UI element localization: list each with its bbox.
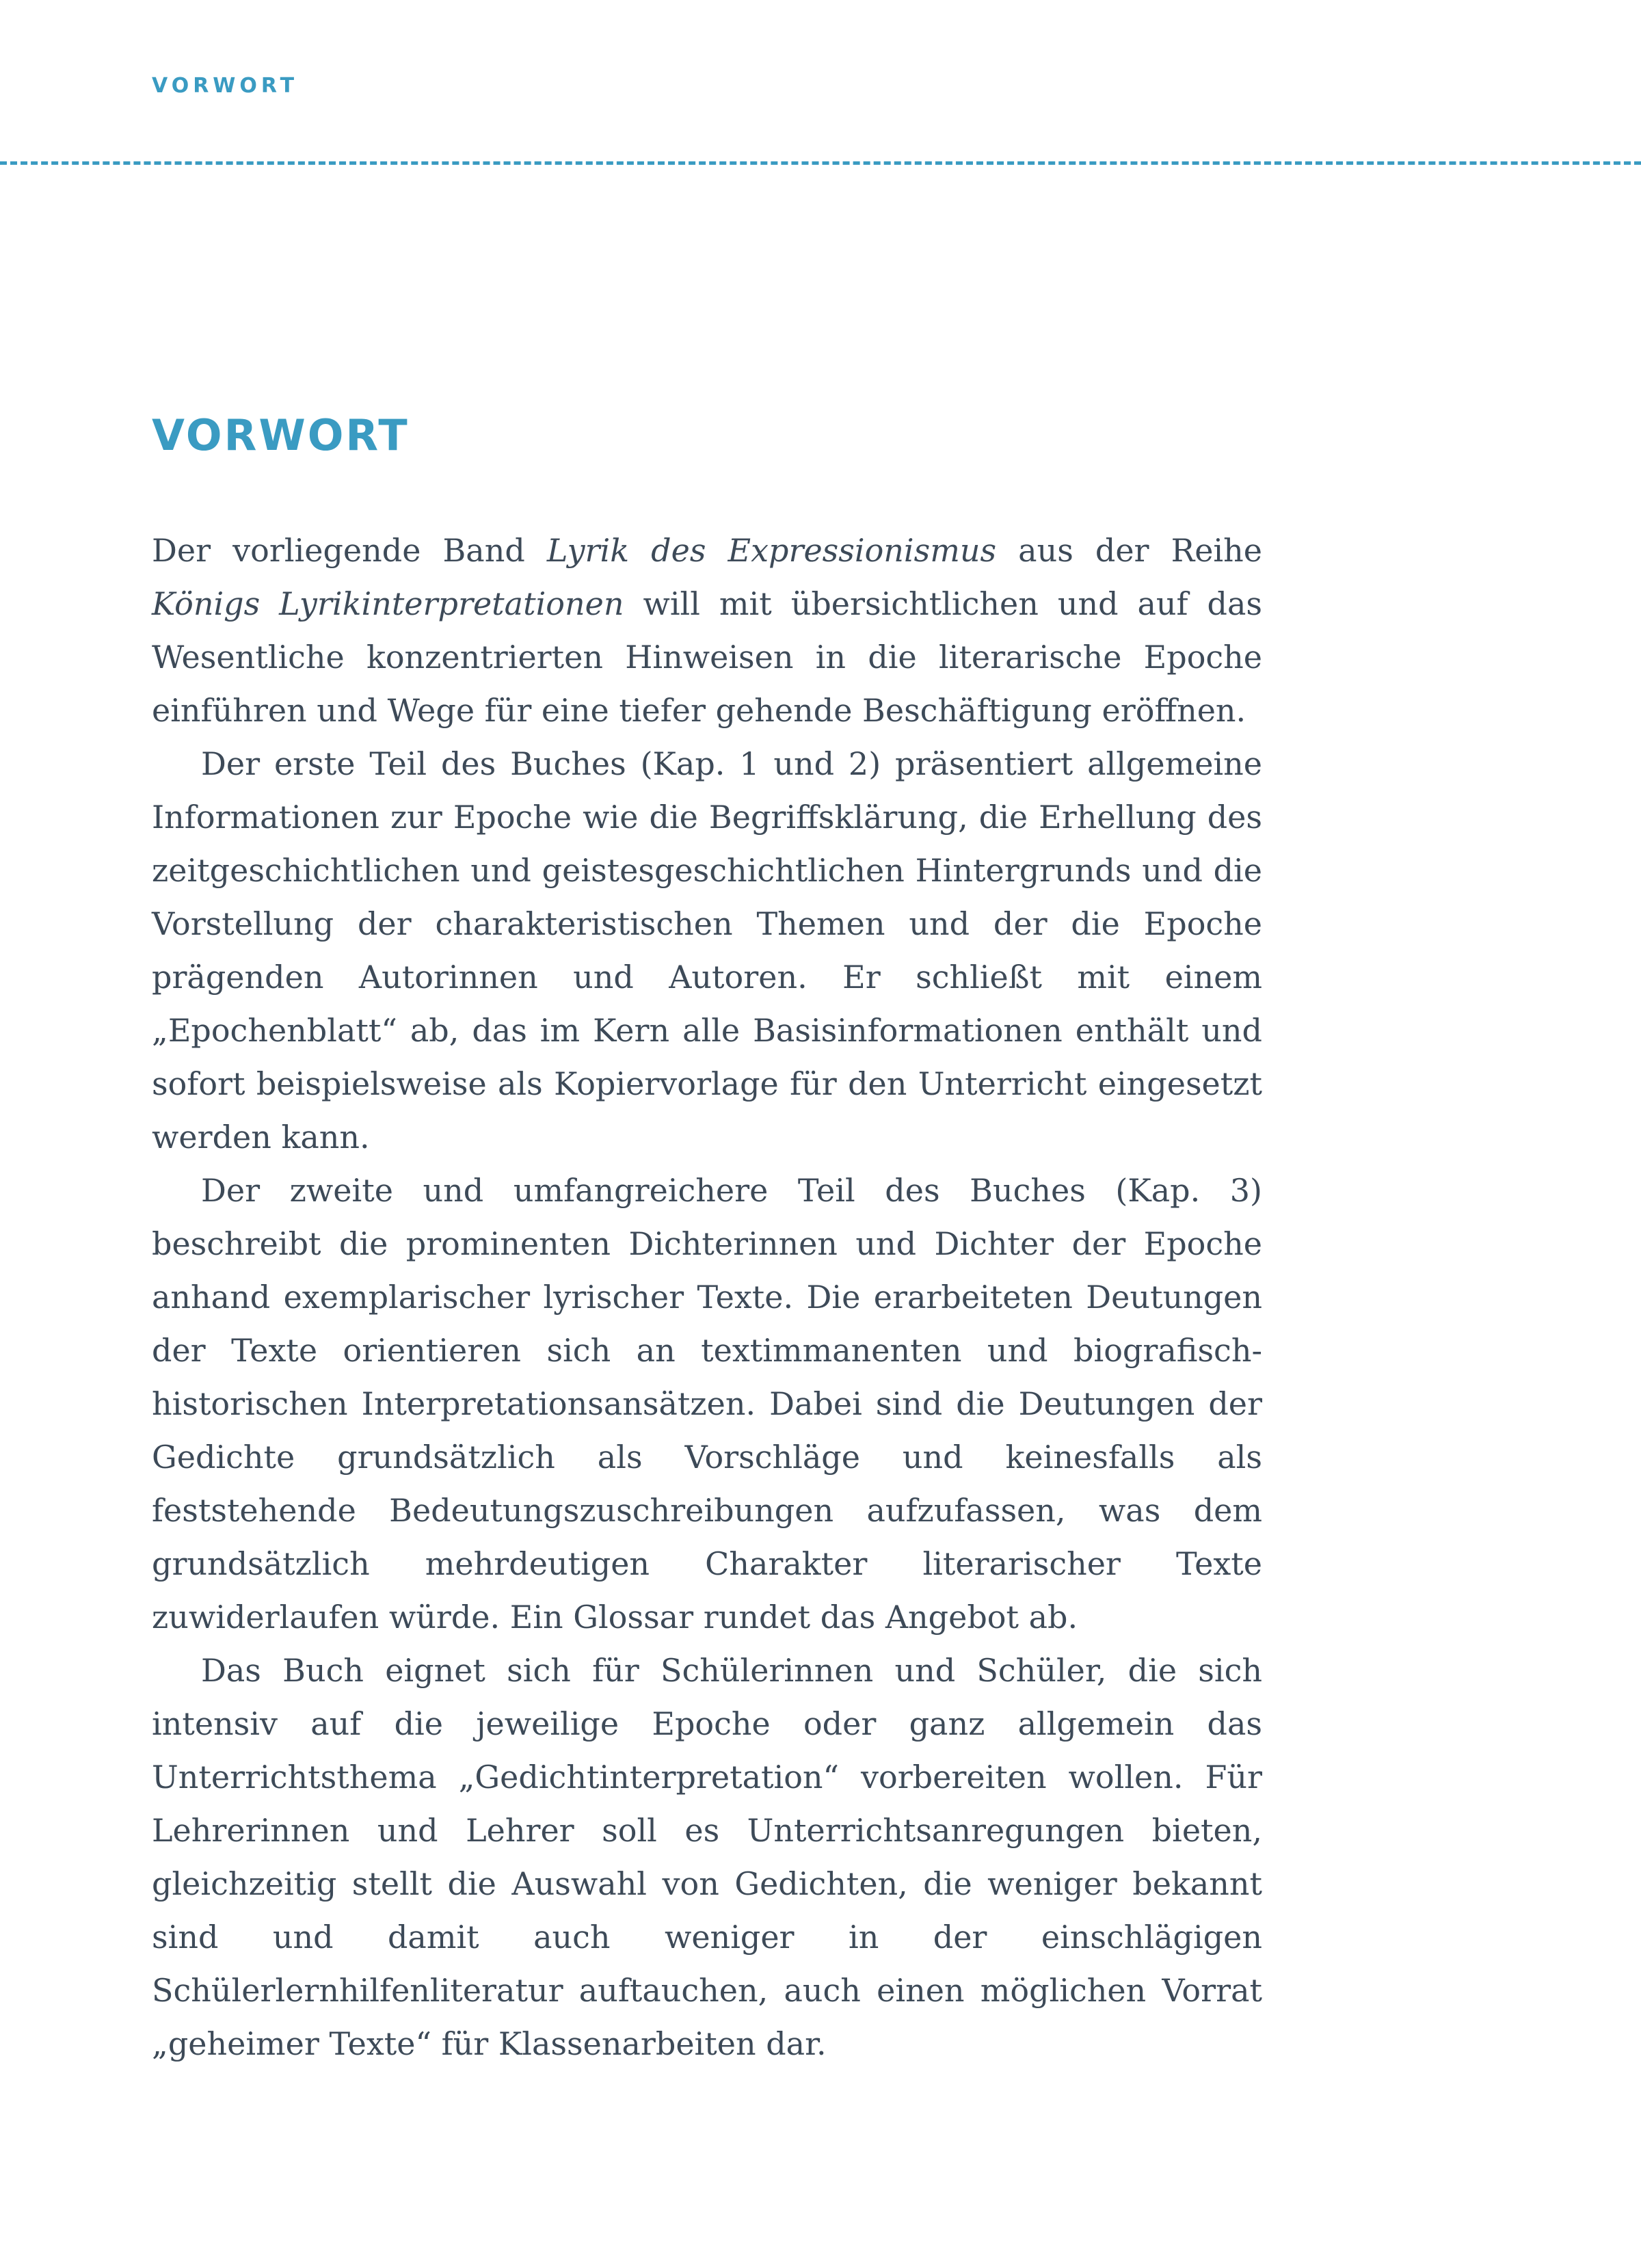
page-title: VORWORT — [152, 410, 410, 460]
paragraph-4: Das Buch eignet sich für Schülerinnen und Schüler, die sich intensiv auf die jeweilige Epoche oder ganz allgemein das Unterrichtsthema „Gedichtinterpretation“ vorbereiten wollen. Für Lehrerinnen und Lehrer soll es Unterrichtsanregungen bieten, gleichzeitig stellt die Auswahl von Gedichten, die weniger bekannt sind und damit auch weniger in der einschlägigen Schülerlernhilfenliteratur auftauchen, auch einen möglichen Vorrat „geheimer Texte“ für Klassenarbeiten dar. — [152, 1652, 1262, 2062]
body-text — [152, 524, 1262, 2070]
running-header: VORWORT — [152, 74, 299, 98]
book-title: Lyrik des Expressionismus — [546, 532, 997, 569]
series-title: Königs Lyrikinterpretationen — [152, 585, 624, 622]
paragraph-1-text-1: Der vorliegende Band — [152, 532, 547, 569]
paragraph-2: Der erste Teil des Buches (Kap. 1 und 2) präsentiert allgemeine Informationen zur Epoche wie die Begriffsklärung, die Erhellung des zeitgeschichtlichen und geistesgeschichtlichen Hintergrunds und die Vorstellung der charakteristischen Themen und der die Epoche prägenden Autorinnen und Autoren. Er schließt mit einem „Epochenblatt“ ab, das im Kern alle Basisinformationen enthält und sofort beispielsweise als Kopiervorlage für den Unterricht eingesetzt werden kann. — [152, 745, 1262, 1156]
paragraph-1 — [152, 524, 1262, 737]
paragraph-1-text-2: aus der Reihe — [996, 532, 1262, 569]
header-divider — [0, 161, 1641, 165]
paragraph-1-text-3: will mit übersichtlichen und auf das Wesentliche konzentrierten Hinweisen in die literarische Epoche einführen und Wege für eine tiefer gehende Beschäftigung eröffnen. — [152, 585, 1263, 729]
paragraph-3: Der zweite und umfangreichere Teil des Buches (Kap. 3) beschreibt die prominenten Dichterinnen und Dichter der Epoche anhand exemplarischer lyrischer Texte. Die erarbeiteten Deutungen der Texte orientieren sich an textimmanenten und biografisch-historischen Interpretationsansätzen. Dabei sind die Deutungen der Gedichte grundsätzlich als Vorschläge und keinesfalls als feststehende Bedeutungszuschreibungen aufzufassen, was dem grundsätzlich mehrdeutigen Charakter literarischer Texte zuwiderlaufen würde. Ein Glossar rundet das Angebot ab. — [152, 1172, 1262, 1636]
